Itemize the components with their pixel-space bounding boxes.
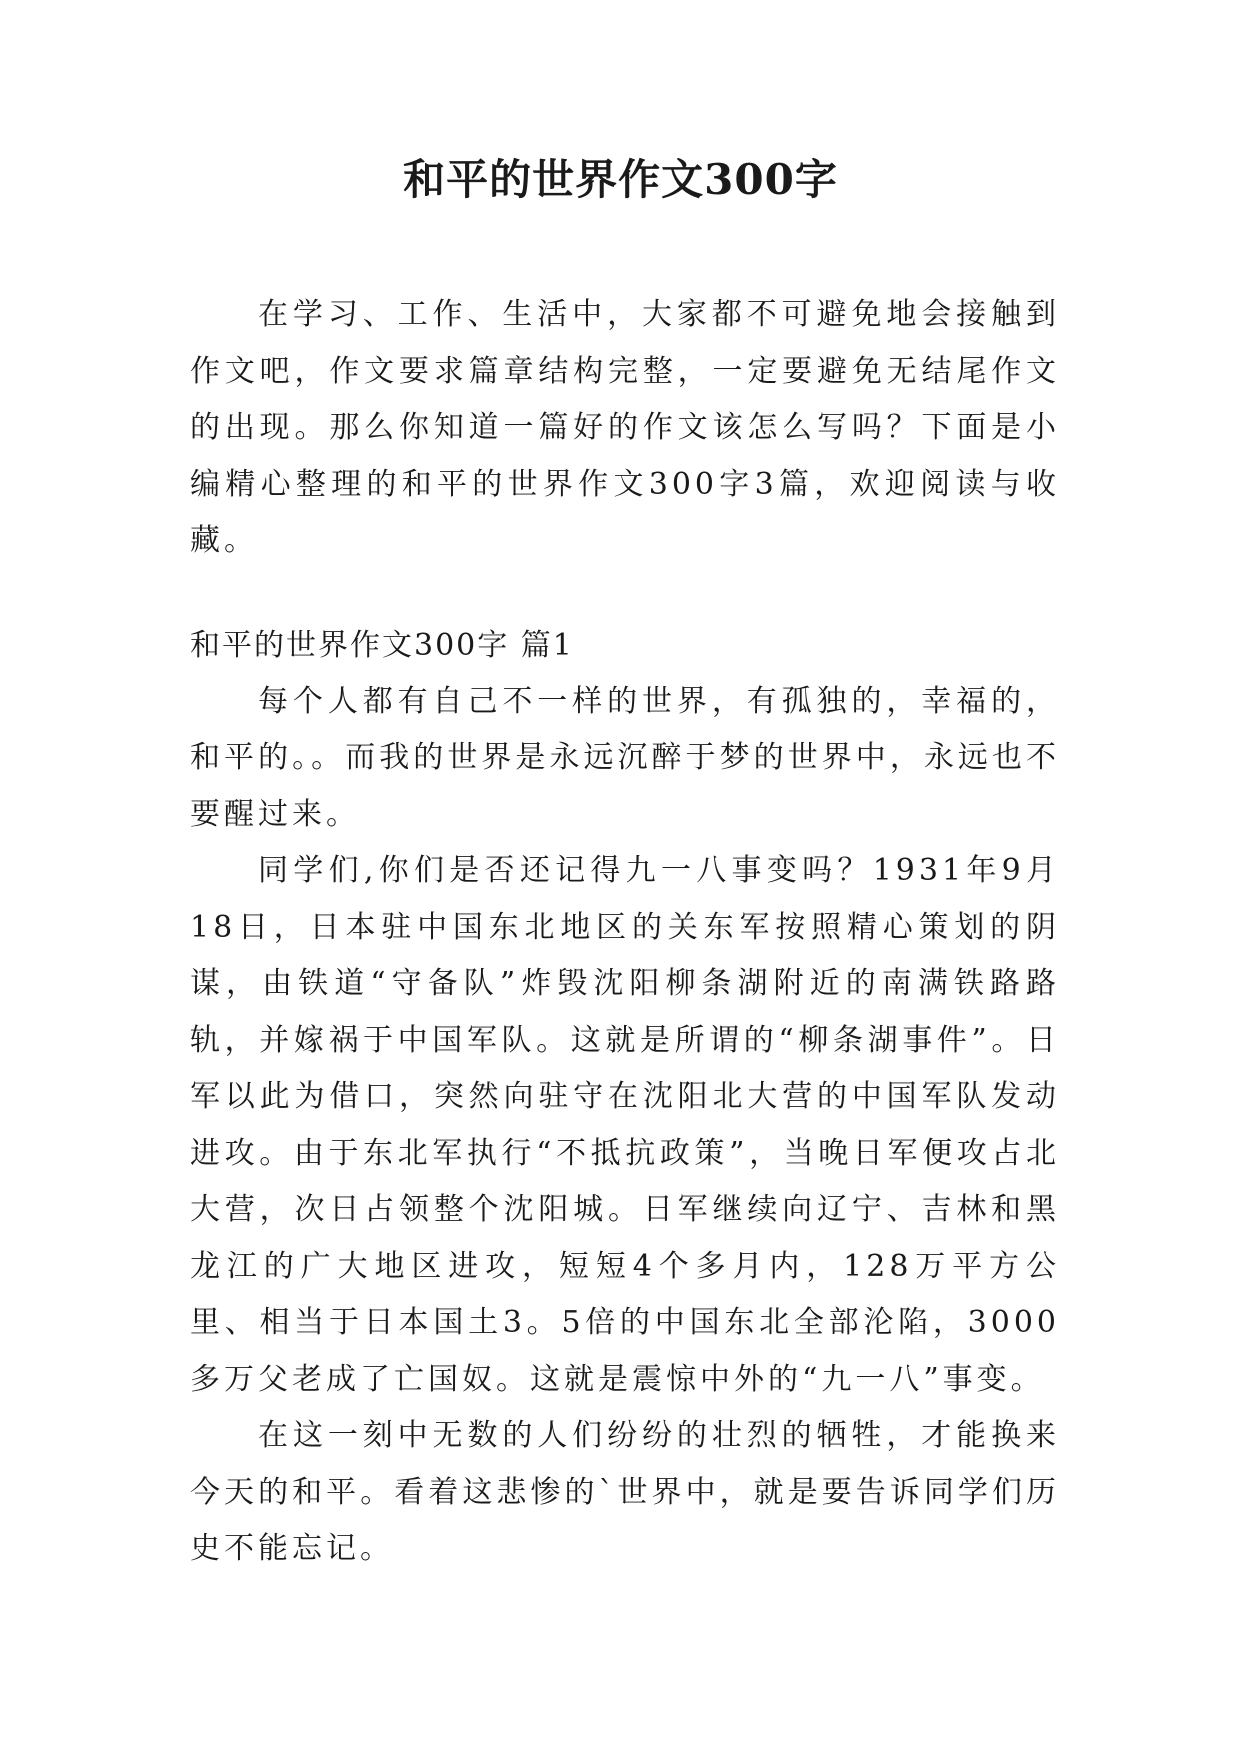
body-paragraph-1: 每个人都有自己不一样的世界，有孤独的，幸福的，和平的。。而我的世界是永远沉醉于梦的世界中，永远也不要醒过来。 [190,683,1060,832]
intro-paragraph: 在学习、工作、生活中，大家都不可避免地会接触到作文吧，作文要求篇章结构完整，一定要避免无结尾作文的出现。那么你知道一篇好的作文该怎么写吗？下面是小编精心整理的和平的世界作文300字3篇，欢迎阅读与收藏。 [190,297,1060,558]
document-body [190,287,1060,1578]
body-paragraph-3: 在这一刻中无数的人们纷纷的壮烈的牺牲，才能换来今天的和平。看着这悲惨的`世界中，就是要告诉同学们历史不能忘记。 [190,1418,1060,1566]
body-paragraph-2: 同学们,你们是否还记得九一八事变吗？1931年9月18日，日本驻中国东北地区的关东军按照精心策划的阴谋，由铁道“守备队”炸毁沈阳柳条湖附近的南满铁路路轨，并嫁祸于中国军队。这就是所谓的“柳条湖事件”。日军以此为借口，突然向驻守在沈阳北大营的中国军队发动进攻。由于东北军执行“不抵抗政策”，当晚日军便攻占北大营，次日占领整个沈阳城。日军继续向辽宁、吉林和黑龙江的广大地区进攻，短短4个多月内，128万平方公里、相当于日本国土3。5倍的中国东北全部沦陷，3000多万父老成了亡国奴。这就是震惊中外的“九一八”事变。 [190,853,1060,1397]
document-title: 和平的世界作文300字 [403,155,838,204]
section-heading: 和平的世界作文300字 篇1 [190,627,574,663]
